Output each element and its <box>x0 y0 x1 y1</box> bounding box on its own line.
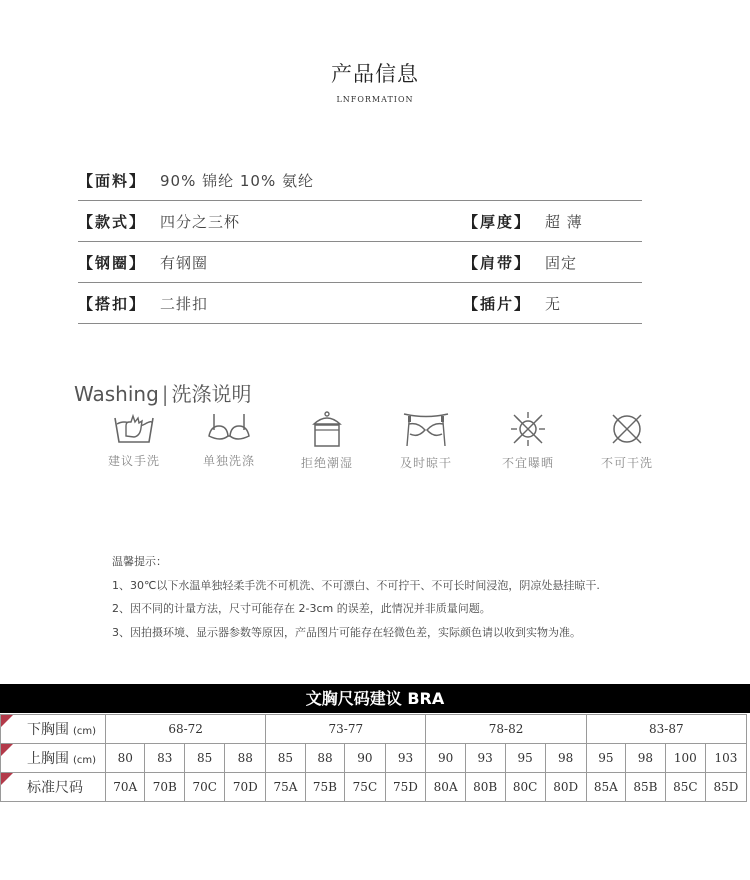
under-bust-unit: (cm) <box>73 726 97 737</box>
clasp-label: 【搭扣】 <box>78 294 147 313</box>
size-cell: 80D <box>545 773 586 802</box>
size-cell: 80B <box>465 773 505 802</box>
size-cell: 85B <box>626 773 666 802</box>
size-chart-table <box>0 714 747 802</box>
size-cell: 70C <box>185 773 225 802</box>
product-info-table <box>78 160 642 324</box>
wash-caption-separate: 单独洗涤 <box>202 454 255 468</box>
tips-section <box>112 550 600 644</box>
over-bust-label: 上胸围 <box>27 751 69 767</box>
size-chart-title: 文胸尺码建议 BRA <box>0 684 750 713</box>
over-bust-cell: 85 <box>185 744 225 773</box>
size-cell: 85C <box>665 773 705 802</box>
wash-caption-hang: 及时晾干 <box>399 456 452 470</box>
over-bust-header <box>1 744 106 773</box>
wire-value: 有钢圈 <box>160 253 209 272</box>
hanging-dry-icon <box>402 410 450 448</box>
size-cell: 75B <box>305 773 345 802</box>
over-bust-cell: 88 <box>305 744 345 773</box>
tip-item-1: 1、30℃以下水温单独轻柔手洗不可机洗、不可漂白、不可拧干、不可长时间浸泡，阴凉处悬挂晾干. <box>112 578 600 592</box>
wash-item-hang <box>376 410 476 471</box>
clasp-value: 二排扣 <box>160 294 209 313</box>
insert-value: 无 <box>545 294 562 313</box>
fabric-label: 【面料】 <box>78 171 147 190</box>
over-bust-cell: 90 <box>426 744 465 773</box>
over-bust-cell: 95 <box>586 744 625 773</box>
info-row-clasp <box>78 283 642 324</box>
over-bust-cell: 100 <box>665 744 705 773</box>
wash-item-separate <box>179 410 279 469</box>
wash-item-dryclean <box>577 410 677 471</box>
page-title: 产品信息 <box>331 62 419 86</box>
under-bust-label: 下胸围 <box>27 722 69 738</box>
washing-title-separator: | <box>161 382 169 406</box>
wash-caption-dryclean: 不可干洗 <box>600 456 653 470</box>
container-icon <box>305 410 349 448</box>
under-bust-cell: 68-72 <box>106 715 266 744</box>
corner-marker <box>1 773 13 785</box>
over-bust-cell: 93 <box>465 744 505 773</box>
tips-heading: 温馨提示： <box>112 555 167 568</box>
tip-item-3: 3、因拍摄环境、显示器参数等原因，产品图片可能存在轻微色差，实际颜色请以收到实物为准。 <box>112 625 581 639</box>
info-row-wire <box>78 242 642 283</box>
wash-caption-hand: 建议手洗 <box>107 454 160 468</box>
size-cell: 70B <box>145 773 185 802</box>
strap-value: 固定 <box>545 253 578 272</box>
size-cell: 80A <box>426 773 465 802</box>
washing-title-cn: 洗涤说明 <box>171 382 252 406</box>
wash-item-sun <box>478 410 578 471</box>
strap-label: 【肩带】 <box>463 253 532 272</box>
thickness-label: 【厚度】 <box>463 212 532 231</box>
size-cell: 75A <box>266 773 305 802</box>
thickness-value: 超 薄 <box>545 212 583 231</box>
over-bust-row <box>1 744 747 773</box>
size-cell: 85D <box>705 773 746 802</box>
over-bust-cell: 95 <box>505 744 545 773</box>
style-label: 【款式】 <box>78 212 147 231</box>
washing-title-en: Washing <box>74 382 159 406</box>
washing-icons <box>84 410 684 480</box>
no-sun-icon <box>508 410 548 448</box>
bra-icon <box>207 410 251 446</box>
over-bust-cell: 98 <box>545 744 586 773</box>
under-bust-cell: 78-82 <box>426 715 586 744</box>
corner-marker <box>1 744 13 756</box>
size-cell: 80C <box>505 773 545 802</box>
corner-marker <box>1 715 13 727</box>
under-bust-row <box>1 715 747 744</box>
tip-item-2: 2、因不同的计量方法，尺寸可能存在 2-3cm 的误差，此情况并非质量问题。 <box>112 602 491 615</box>
over-bust-cell: 83 <box>145 744 185 773</box>
size-cell: 70A <box>106 773 145 802</box>
no-dry-clean-icon <box>607 410 647 448</box>
size-row <box>1 773 747 802</box>
wash-item-dry <box>277 410 377 471</box>
under-bust-cell: 83-87 <box>586 715 746 744</box>
over-bust-cell: 90 <box>345 744 385 773</box>
wash-item-hand <box>84 410 184 469</box>
wire-label: 【钢圈】 <box>78 253 147 272</box>
over-bust-cell: 93 <box>385 744 426 773</box>
wash-caption-dry: 拒绝潮湿 <box>300 456 353 470</box>
size-cell: 70D <box>225 773 266 802</box>
over-bust-cell: 103 <box>705 744 746 773</box>
insert-label: 【插片】 <box>463 294 532 313</box>
size-label: 标准尺码 <box>27 780 83 796</box>
hand-wash-icon <box>112 410 156 446</box>
under-bust-header <box>1 715 106 744</box>
page-subtitle: LNFORMATION <box>336 95 414 104</box>
info-row-fabric <box>78 160 642 201</box>
size-cell: 85A <box>586 773 625 802</box>
over-bust-cell: 80 <box>106 744 145 773</box>
size-cell: 75C <box>345 773 385 802</box>
over-bust-unit: (cm) <box>73 755 97 766</box>
over-bust-cell: 98 <box>626 744 666 773</box>
info-row-style <box>78 201 642 242</box>
fabric-value: 90% 锦纶 10% 氨纶 <box>160 171 314 190</box>
over-bust-cell: 88 <box>225 744 266 773</box>
washing-title <box>74 378 252 407</box>
under-bust-cell: 73-77 <box>266 715 426 744</box>
over-bust-cell: 85 <box>266 744 305 773</box>
size-cell: 75D <box>385 773 426 802</box>
wash-caption-sun: 不宜曝晒 <box>501 456 554 470</box>
size-header <box>1 773 106 802</box>
style-value: 四分之三杯 <box>160 212 241 231</box>
